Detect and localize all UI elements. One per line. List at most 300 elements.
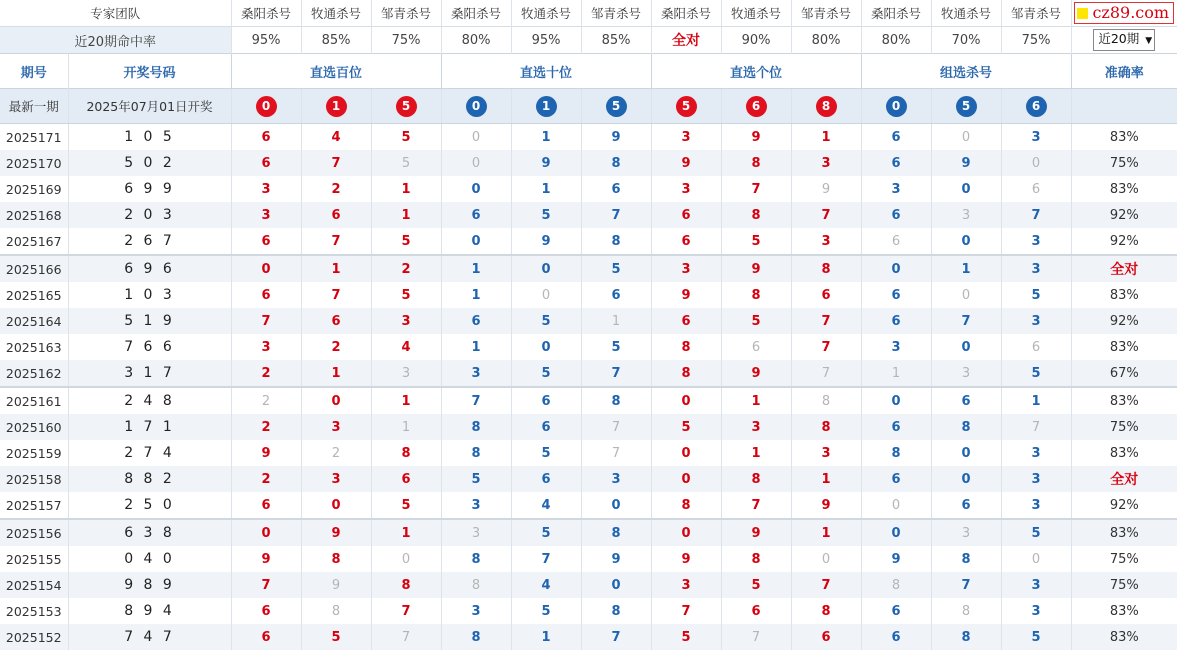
kill-number: 0 [681,445,691,461]
table-row [0,202,1177,228]
kill-number: 7 [961,313,971,329]
kill-number-cell [441,150,511,176]
kill-number-cell [231,440,301,466]
kill-number: 1 [471,261,481,277]
kill-number: 6 [261,233,271,249]
kill-number-cell [931,150,1001,176]
hit-rate: 80% [441,27,511,54]
table-row [0,466,1177,492]
issue-number: 2025170 [0,150,68,176]
latest-ball-cell [861,89,931,124]
kill-number-cell [1001,176,1071,202]
issue-number: 2025168 [0,202,68,228]
kill-number: 3 [821,155,831,171]
kill-number: 8 [611,233,621,249]
kill-number: 0 [471,233,481,249]
kill-number: 0 [961,471,971,487]
kill-number-cell [1001,202,1071,228]
latest-draw-date: 2025年07月01日开奖 [68,89,231,124]
kill-number: 7 [401,603,411,619]
kill-number: 0 [891,497,901,513]
kill-number: 9 [681,287,691,303]
kill-number: 6 [331,207,341,223]
kill-number: 3 [681,129,691,145]
kill-number-cell [301,150,371,176]
kill-number-cell [231,598,301,624]
kill-number: 5 [401,233,411,249]
kill-number: 8 [821,393,831,409]
expert-name: 牧通杀号 [301,0,371,27]
kill-number-cell [791,124,861,151]
latest-ball: 6 [746,96,767,117]
kill-number-cell [581,360,651,387]
table-row [0,150,1177,176]
latest-ball: 1 [326,96,347,117]
kill-number-cell [581,282,651,308]
kill-number-cell [861,572,931,598]
kill-number: 6 [541,471,551,487]
kill-number: 6 [261,603,271,619]
kill-number-cell [441,202,511,228]
kill-number-cell [441,519,511,546]
table-row [0,414,1177,440]
kill-number-cell [371,202,441,228]
kill-number-cell [231,492,301,519]
kill-number: 3 [401,365,411,381]
kill-number: 7 [821,365,831,381]
kill-number: 6 [611,287,621,303]
table-row [0,387,1177,414]
kill-number: 0 [331,393,341,409]
kill-number-cell [441,308,511,334]
accuracy-value: 83% [1071,387,1177,414]
kill-number-cell [581,466,651,492]
issue-number: 2025163 [5,339,62,355]
kill-number-cell [791,334,861,360]
kill-number-cell [511,202,581,228]
kill-number-cell [861,624,931,650]
kill-number: 1 [821,525,831,541]
kill-number-cell [1001,334,1071,360]
table-row [0,176,1177,202]
kill-number-cell [1001,228,1071,255]
accuracy-value: 75% [1071,546,1177,572]
kill-number: 0 [961,287,971,303]
kill-number: 8 [751,471,761,487]
kill-number: 6 [681,233,691,249]
kill-number: 6 [471,207,481,223]
team-label: 专家团队 [90,6,141,21]
kill-number-cell [231,334,301,360]
group-header-hundreds: 直选百位 [231,54,441,89]
kill-number: 0 [611,497,621,513]
kill-number: 5 [611,339,621,355]
kill-number-cell [721,308,791,334]
kill-number-cell [301,255,371,282]
kill-number: 0 [471,155,481,171]
accuracy-value: 83% [1071,176,1177,202]
kill-number-cell [651,519,721,546]
kill-number: 1 [401,525,411,541]
kill-number-cell [581,308,651,334]
kill-number-cell [371,572,441,598]
kill-number: 4 [541,497,551,513]
kill-number-cell [231,176,301,202]
kill-number-cell [721,414,791,440]
kill-number: 3 [681,577,691,593]
issue-number: 2025162 [0,360,68,387]
kill-number-cell [371,624,441,650]
latest-accuracy-cell [1071,89,1177,124]
kill-number-cell [721,598,791,624]
kill-number: 9 [821,497,831,513]
group-header-group-kill: 组选杀号 [861,54,1071,89]
table-row [0,624,1177,650]
kill-number-cell [371,440,441,466]
kill-number: 0 [261,525,271,541]
kill-number: 8 [471,577,481,593]
logo-cell [1071,0,1177,27]
kill-number-cell [721,176,791,202]
kill-number: 0 [891,393,901,409]
period-select-value: 近20期 [1098,31,1140,46]
kill-number: 8 [751,287,761,303]
kill-number-cell [301,572,371,598]
accuracy-column-header: 准确率 [1071,54,1177,89]
period-select[interactable] [1093,29,1155,51]
kill-number: 5 [471,471,481,487]
kill-number-cell [791,176,861,202]
kill-number-cell [371,176,441,202]
kill-number-cell [651,308,721,334]
accuracy-value: 75% [1071,572,1177,598]
kill-number: 5 [1031,365,1041,381]
kill-number: 7 [1031,419,1041,435]
kill-number-cell [231,282,301,308]
kill-number: 0 [541,287,551,303]
kill-number-cell [231,150,301,176]
latest-ball: 5 [396,96,417,117]
latest-ball-cell [931,89,1001,124]
kill-number-cell [301,334,371,360]
kill-number: 3 [401,313,411,329]
kill-number: 0 [681,525,691,541]
kill-number: 7 [961,577,971,593]
latest-ball: 0 [256,96,277,117]
hit-rate: 全对 [651,27,721,54]
kill-number-cell [231,255,301,282]
kill-number: 8 [681,365,691,381]
issue-number: 2025160 [0,414,68,440]
kill-number: 0 [401,551,411,567]
kill-number: 3 [1031,129,1041,145]
issue-number: 2025164 [0,308,68,334]
accuracy-value: 92% [1071,492,1177,519]
issue-number: 2025157 [5,497,62,513]
kill-number-cell [791,546,861,572]
kill-number: 9 [261,551,271,567]
kill-number: 7 [541,551,551,567]
issue-number: 2025155 [5,551,62,567]
kill-number-cell [1001,282,1071,308]
kill-number: 6 [961,393,971,409]
kill-number: 6 [681,313,691,329]
kill-number-cell [931,202,1001,228]
kill-number: 5 [541,207,551,223]
issue-number: 2025165 [5,287,62,303]
kill-number-cell [581,150,651,176]
kill-number-cell [1001,546,1071,572]
kill-number-cell [791,440,861,466]
expert-name: 桑阳杀号 [231,0,301,27]
kill-number: 8 [471,419,481,435]
kill-number: 5 [401,287,411,303]
kill-number: 0 [961,129,971,145]
kill-number-cell [371,546,441,572]
kill-number-cell [511,519,581,546]
kill-number: 8 [681,497,691,513]
kill-number-cell [441,124,511,151]
kill-number: 1 [961,261,971,277]
kill-number: 5 [681,629,691,645]
kill-number-cell [791,519,861,546]
latest-ball: 5 [956,96,977,117]
kill-number-cell [441,466,511,492]
kill-number-cell [301,360,371,387]
kill-number-cell [931,308,1001,334]
kill-number: 7 [331,155,341,171]
latest-ball: 5 [606,96,627,117]
issue-number: 2025167 [5,233,62,249]
kill-number: 5 [751,577,761,593]
kill-number: 2 [401,261,411,277]
kill-number-cell [791,150,861,176]
kill-number-cell [791,360,861,387]
kill-number-cell [301,519,371,546]
winning-number: 6 9 9 [68,176,231,202]
table-row [0,440,1177,466]
latest-ball: 6 [1026,96,1047,117]
kill-number: 5 [751,313,761,329]
kill-number: 7 [261,577,271,593]
kill-number-cell [861,440,931,466]
kill-number: 6 [1031,181,1041,197]
kill-number: 9 [611,551,621,567]
kill-number: 0 [541,261,551,277]
kill-number-cell [791,492,861,519]
kill-number: 6 [821,629,831,645]
accuracy-value: 83% [1071,624,1177,650]
kill-number-cell [931,124,1001,151]
kill-number: 0 [681,393,691,409]
kill-number-cell [861,334,931,360]
kill-number: 5 [1031,525,1041,541]
expert-name: 桑阳杀号 [651,0,721,27]
winning-number: 7 6 6 [68,334,231,360]
kill-number-cell [301,387,371,414]
group-header-units: 直选个位 [651,54,861,89]
kill-number-cell [511,414,581,440]
kill-number-cell [931,440,1001,466]
expert-name: 牧通杀号 [511,0,581,27]
kill-number: 9 [331,577,341,593]
kill-number-cell [651,492,721,519]
kill-number: 7 [611,419,621,435]
kill-number-cell [1001,360,1071,387]
kill-number: 7 [681,603,691,619]
kill-number: 1 [751,445,761,461]
winning-number: 5 1 9 [68,308,231,334]
kill-number-cell [721,572,791,598]
kill-number-cell [861,202,931,228]
latest-ball: 0 [466,96,487,117]
kill-number: 8 [681,339,691,355]
accuracy-value: 67% [1071,360,1177,387]
kill-number: 1 [541,181,551,197]
issue-number: 2025161 [0,387,68,414]
kill-number-cell [931,598,1001,624]
kill-number: 8 [611,525,621,541]
kill-number: 7 [611,365,621,381]
kill-number: 8 [961,603,971,619]
kill-number: 5 [331,629,341,645]
kill-number: 0 [681,471,691,487]
winning-number: 2 4 8 [68,387,231,414]
kill-number-cell [651,546,721,572]
issue-number: 2025153 [5,603,62,619]
kill-number: 7 [261,313,271,329]
kill-number: 5 [541,525,551,541]
kill-number: 7 [821,313,831,329]
kill-number: 1 [401,181,411,197]
kill-number-cell [721,492,791,519]
kill-number-cell [931,360,1001,387]
kill-number-cell [441,360,511,387]
kill-number: 7 [471,393,481,409]
kill-number-cell [371,387,441,414]
kill-number: 3 [471,603,481,619]
kill-number-cell [931,334,1001,360]
kill-number-cell [581,624,651,650]
kill-number-cell [931,519,1001,546]
kill-number: 8 [821,261,831,277]
kill-number-cell [511,334,581,360]
kill-number-cell [1001,255,1071,282]
kill-number-cell [721,202,791,228]
winning-number: 9 8 9 [68,572,231,598]
kill-number-cell [861,492,931,519]
kill-number-cell [301,176,371,202]
kill-number-cell [581,572,651,598]
kill-number: 6 [1031,339,1041,355]
kill-number: 0 [1031,551,1041,567]
kill-number-cell [651,228,721,255]
kill-number: 1 [821,471,831,487]
period-select-cell [1071,27,1177,54]
hit-rate: 70% [931,27,1001,54]
hit-rate: 85% [581,27,651,54]
latest-ball-cell [651,89,721,124]
kill-number-cell [861,176,931,202]
kill-number: 0 [961,445,971,461]
kill-number-cell [861,546,931,572]
kill-number-cell [721,546,791,572]
kill-number: 8 [471,551,481,567]
kill-number: 6 [471,313,481,329]
kill-number: 6 [681,207,691,223]
kill-number-cell [651,572,721,598]
kill-number: 7 [331,233,341,249]
latest-ball-cell [581,89,651,124]
kill-number: 9 [681,551,691,567]
accuracy-value: 83% [1071,519,1177,546]
kill-number: 6 [261,155,271,171]
kill-number: 6 [261,497,271,513]
kill-number-cell [721,124,791,151]
kill-number-cell [301,308,371,334]
latest-ball-cell [231,89,301,124]
issue-number: 2025169 [5,181,62,197]
kill-number: 6 [891,419,901,435]
site-logo[interactable] [1074,2,1174,24]
kill-number-cell [231,466,301,492]
winning-number: 1 0 5 [68,124,231,151]
kill-number: 3 [1031,313,1041,329]
kill-number-cell [791,255,861,282]
kill-number-cell [931,282,1001,308]
winning-number: 2 7 4 [68,440,231,466]
kill-number: 1 [751,393,761,409]
kill-number: 2 [261,393,271,409]
kill-number-cell [231,387,301,414]
kill-number-cell [721,360,791,387]
kill-number: 6 [401,471,411,487]
kill-number: 1 [401,207,411,223]
latest-ball-cell [791,89,861,124]
kill-number-cell [511,150,581,176]
kill-number: 1 [821,129,831,145]
kill-number: 5 [611,261,621,277]
kill-number: 8 [611,393,621,409]
kill-number: 1 [471,287,481,303]
table-row [0,228,1177,255]
kill-number: 7 [401,629,411,645]
kill-number: 8 [821,419,831,435]
kill-number: 3 [821,445,831,461]
issue-number: 2025159 [5,445,62,461]
kill-number-cell [301,546,371,572]
expert-name: 牧通杀号 [931,0,1001,27]
kill-number: 6 [261,129,271,145]
kill-number-cell [1001,466,1071,492]
accuracy-value: 83% [1071,124,1177,151]
accuracy-value: 75% [1071,150,1177,176]
kill-number-cell [1001,572,1071,598]
kill-number-cell [1001,492,1071,519]
kill-number-cell [511,624,581,650]
kill-number: 3 [471,525,481,541]
kill-number: 3 [331,419,341,435]
kill-number: 9 [891,551,901,567]
kill-number: 3 [961,207,971,223]
kill-number: 3 [261,207,271,223]
hit-rate: 75% [1001,27,1071,54]
kill-number: 5 [401,155,411,171]
kill-number-cell [511,255,581,282]
kill-number-cell [861,150,931,176]
kill-number-cell [511,440,581,466]
winning-number: 2 0 3 [68,202,231,228]
